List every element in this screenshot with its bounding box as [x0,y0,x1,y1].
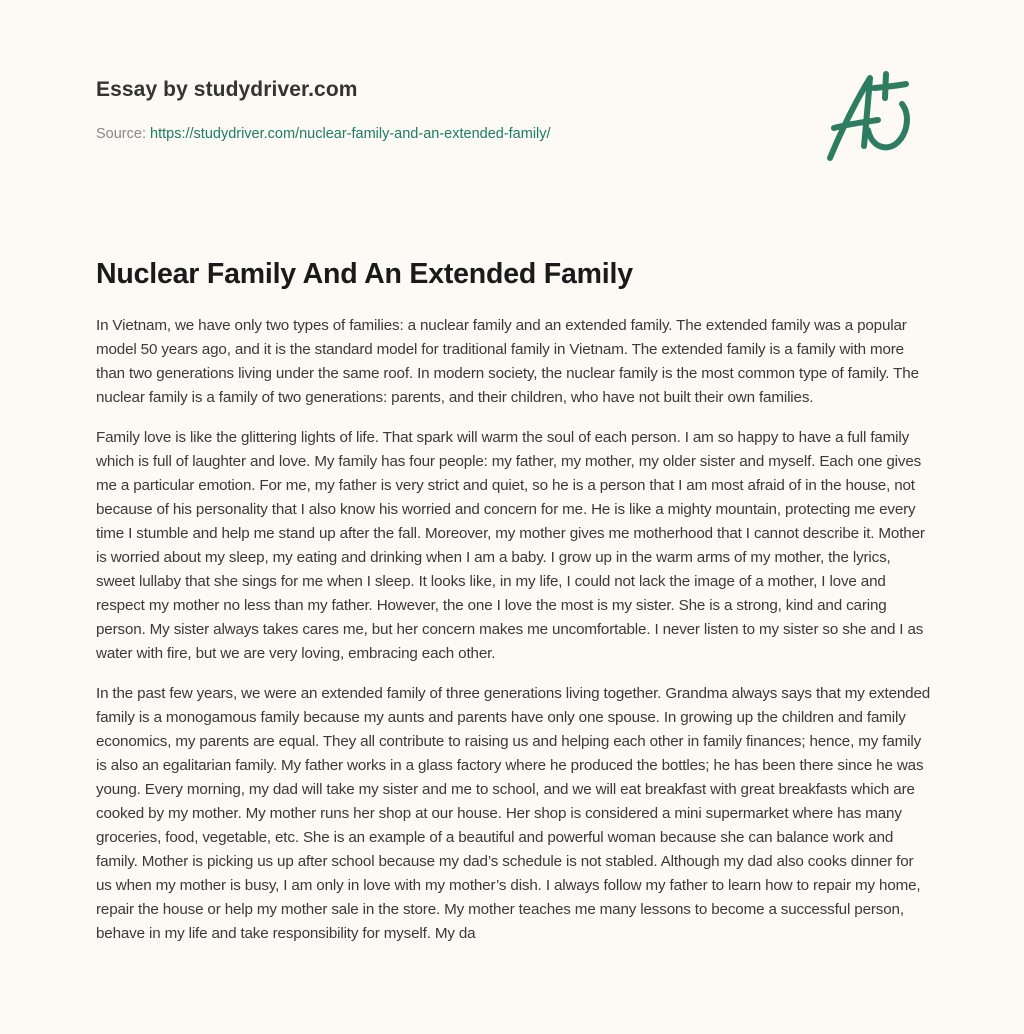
essay-paragraph: Family love is like the glittering lights of life. That spark will warm the soul of each person. I am so happy to have a full family which is full of laughter and love. My family has four people: my father, my mother, my older sister and myself. Each one gives me a particular emotion. For me, my father is very strict and quiet, so he is a person that I am most afraid of in the house, not because of his personality that I also know his worried and concern for me. He is like a mighty mountain, protecting me every time I stumble and help me stand up after the fall. Moreover, my mother gives me motherhood that I cannot describe it. Mother is worried about my sleep, my eating and drinking when I am a baby. I grow up in the warm arms of my mother, the lyrics, sweet lullaby that she sings for me when I sleep. It looks like, in my life, I could not lack the image of a mother, I love and respect my mother no less than my father. However, the one I love the most is my sister. She is a strong, kind and caring person. My sister always takes cares me, but her concern makes me uncomfortable. I never listen to my sister so she and I as water with fire, but we are very loving, embracing each other. [96,429,925,662]
source-link[interactable]: https://studydriver.com/nuclear-family-and-an-extended-family/ [150,126,551,142]
essay-title: Nuclear Family And An Extended Family [96,258,633,290]
essay-paragraph: In the past few years, we were an extended family of three generations living together. Grandma always says that my extended family is a monogamous family because my aunts and parents have only one spouse. In growing up the children and family economics, my parents are equal. They all contribute to raising us and helping each other in family finances; hence, my family is also an egalitarian family. My father works in a glass factory where he produced the bottles; he has been there since he was young. Every morning, my dad will take my sister and me to school, and we will eat breakfast with great breakfasts which are cooked by my mother. My mother runs her shop at our house. Her shop is considered a mini supermarket where has many groceries, food, vegetable, etc. She is an example of a beautiful and powerful woman because she can balance work and family. Mother is picking us up after school because my dad’s schedule is not stabled. Although my dad also cooks dinner for us when my mother is busy, I am only in love with my mother’s dish. I always follow my father to learn how to repair my home, repair the house or help my mother sale in the store. My mother teaches me many lessons to become a successful person, behave in my life and take responsibility for myself. My da [96,685,931,942]
essay-paragraph: In Vietnam, we have only two types of families: a nuclear family and an extended family. The extended family was a popular model 50 years ago, and it is the standard model for traditional family in Vietnam. The extended family is a family with more than two generations living under the same roof. In modern society, the nuclear family is the most common type of family. The nuclear family is a family of two generations: parents, and their children, who have not built their own families. [96,317,919,406]
site-title: Essay by studydriver.com [96,78,358,101]
essay-header [96,74,796,144]
essay-body [96,314,932,962]
source-label: Source: [96,126,146,142]
a-plus-grade-icon [822,68,928,164]
source-line [96,124,796,144]
